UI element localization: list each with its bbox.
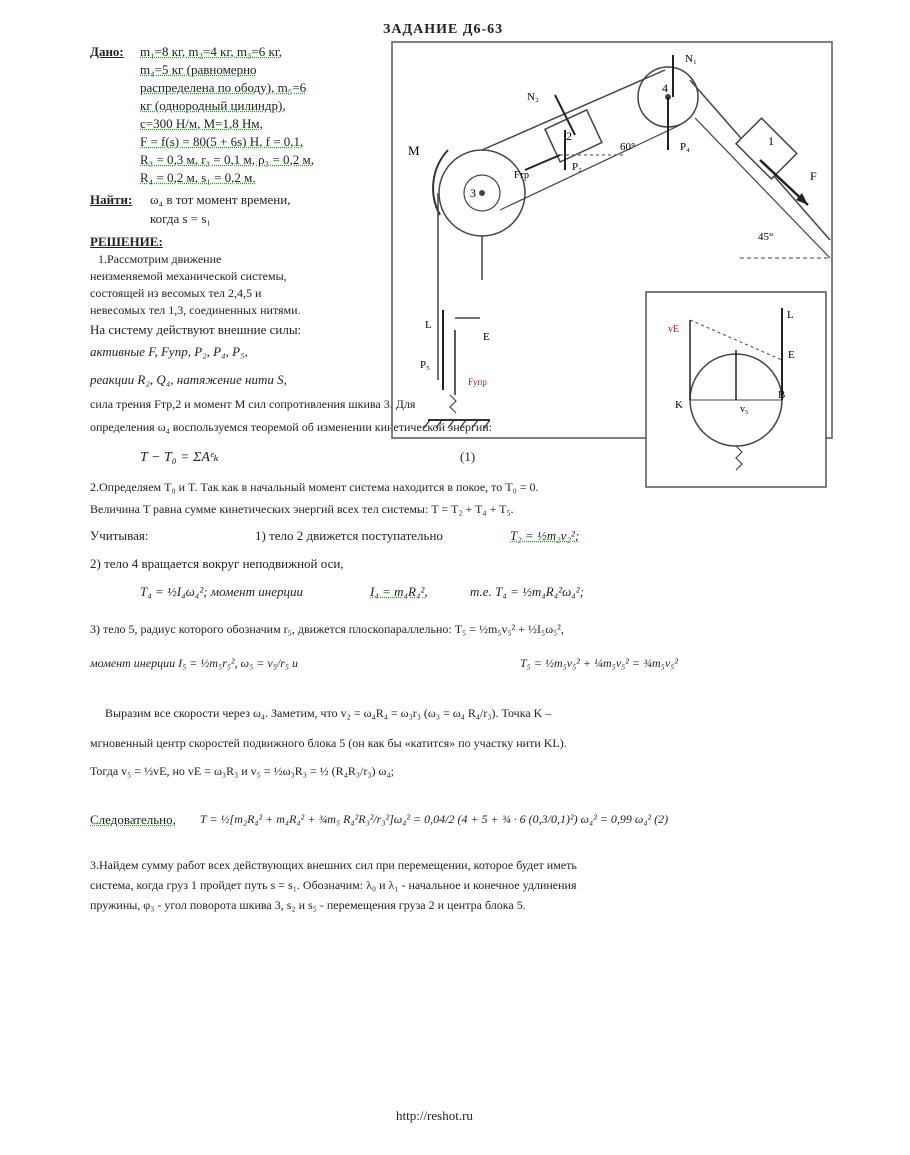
label-body3: 3 [470, 186, 476, 200]
given-line: распределена по ободу), m₅=6 [140, 80, 307, 95]
find-label: Найти: [90, 192, 133, 207]
inset-label-B: B [778, 389, 786, 401]
given-line: F = f(s) = 80(5 + 6s) Н, f = 0,1, [140, 134, 304, 149]
conseq-equation: T = ½[m₂R₄² + m₄R₄² + ¾m₅ R₄²R₃²/r₃²]ω₄² = 0,04/2 (4 + 5 + ¾ · 6 (0,3/0,1)²) ω₄² = 0,99 ω₄² (2) [200, 812, 669, 826]
solution-line: невесомых тел 1,3, соединенных нитями. [90, 303, 301, 317]
label-45: 45° [758, 231, 774, 243]
case-3-c: T₅ = ½m₅v₅² + ¼m₅v₅² = ¾m₅v₅² [520, 656, 678, 670]
given-line: кг (однородный цилиндр), [140, 98, 286, 113]
case-3: 3) тело 5, радиус которого обозначим r₅, движется плоскопараллельно: T₅ = ½m₅v₅² + ½I₅ω₅², [90, 622, 564, 636]
label-E: E [483, 331, 490, 343]
inset-label-L: L [787, 309, 794, 321]
footer-url: http://reshot.ru [396, 1108, 473, 1123]
solution-line: неизменяемой механической системы, [90, 269, 287, 283]
case-2-eq-c: т.е. T₄ = ½m₄R₄²ω₄²; [470, 584, 585, 599]
given-line: R₄ = 0,2 м, s₁ = 0,2 м. [140, 170, 256, 185]
step3-line: 3.Найдем сумму работ всех действующих внешних сил при перемещении, которое будет иметь [90, 858, 577, 872]
case-2: 2) тело 4 вращается вокруг неподвижной оси, [90, 556, 344, 571]
label-body4: 4 [662, 81, 668, 95]
conseq-label: Следовательно, [90, 812, 176, 827]
solution-label: РЕШЕНИЕ: [90, 234, 163, 249]
equation-1: T − T₀ = ΣAᵉₖ [140, 450, 219, 465]
step3-line: система, когда груз 1 пройдет путь s = s₁. Обозначим: λ₀ и λ₁ - начальное и конечное удлинения [90, 878, 577, 892]
label-P2: P₂ [572, 161, 582, 173]
express-line: мгновенный центр скоростей подвижного блока 5 (он как бы «катится» по участку нити KL). [90, 736, 567, 750]
step3-line: пружины, φ₃ - угол поворота шкива 3, s₂ и s₅ - перемещения груза 2 и центра блока 5. [90, 898, 526, 912]
find-line: когда s = s₁ [150, 211, 211, 226]
equation-1-number: (1) [460, 449, 476, 464]
label-F: F [810, 169, 817, 183]
label-body1: 1 [768, 134, 774, 148]
given-label: Дано: [90, 44, 124, 59]
case-1-eq: T₂ = ½m₂v₂²; [510, 528, 580, 543]
considering-label: Учитывая: [90, 528, 149, 543]
solution-line: На систему действуют внешние силы: [90, 322, 302, 337]
label-M: M [408, 143, 420, 158]
find-line: ω₄ в тот момент времени, [150, 192, 291, 207]
label-Fupr: Fупр [468, 377, 487, 387]
label-N2: N₂ [527, 91, 539, 103]
inset-label-v5: v₅ [740, 404, 749, 415]
solution-line: определения ω₄ воспользуемся теоремой об изменении кинетической энергии: [90, 420, 493, 434]
case-3-b: момент инерции I₅ = ½m₅r₅², ω₅ = v₅/r₅ и [90, 656, 299, 670]
step2-line: Величина T равна сумме кинетических энергий всех тел системы: T = T₂ + T₄ + T₅. [90, 502, 514, 516]
given-line: c=300 Н/м, M=1,8 Нм, [140, 116, 263, 131]
given-line: R₃ = 0,3 м, r₃ = 0,1 м, ρ₃ = 0,2 м, [140, 152, 315, 167]
inset-label-ve: vE [668, 324, 680, 335]
step2-line: 2.Определяем T₀ и T. Так как в начальный момент система находится в покое, то T₀ = 0. [90, 480, 539, 494]
case-2-eq-b: I₄ = m₄R₄², [370, 584, 428, 599]
solution-line: активные F, Fупр, P₂, P₄, P₅, [90, 344, 248, 359]
given-line: m₁=8 кг, m₂=4 кг, m₃=6 кг, [140, 44, 282, 59]
label-L: L [425, 319, 432, 331]
label-60: 60° [620, 141, 636, 153]
solution-line: 1.Рассмотрим движение [98, 252, 222, 266]
express-line: Тогда v₅ = ½vE, но vE = ω₃R₃ и v₅ = ½ω₃R₃ = ½ (R₄R₃/r₃) ω₄; [90, 764, 394, 778]
express-line: Выразим все скорости через ω₄. Заметим, что v₂ = ω₄R₄ = ω₃r₃ (ω₃ = ω₄ R₄/r₃). Точка K – [105, 706, 552, 720]
label-P4: P₄ [680, 141, 690, 153]
label-N1: N₁ [685, 53, 697, 65]
solution-line: состоящей из весомых тел 2,4,5 и [90, 286, 262, 300]
inset-label-E: E [788, 349, 795, 361]
case-2-eq-a: T₄ = ½I₄ω₄²; момент инерции [140, 584, 303, 599]
given-line: m₄=5 кг (равномерно [140, 62, 257, 77]
label-P5: P₅ [420, 359, 430, 371]
label-Ftr: Fтр [514, 170, 530, 181]
page-title: ЗАДАНИЕ Д6-63 [383, 22, 504, 37]
solution-line: сила трения Fтр,2 и момент M сил сопротивления шкива 3. Для [90, 397, 416, 411]
label-body2: 2 [566, 129, 572, 143]
case-1: 1) тело 2 движется поступательно [255, 528, 443, 543]
solution-line: реакции R₂, Q₄, натяжение нити S, [90, 372, 287, 387]
inset-label-K: K [675, 399, 683, 411]
